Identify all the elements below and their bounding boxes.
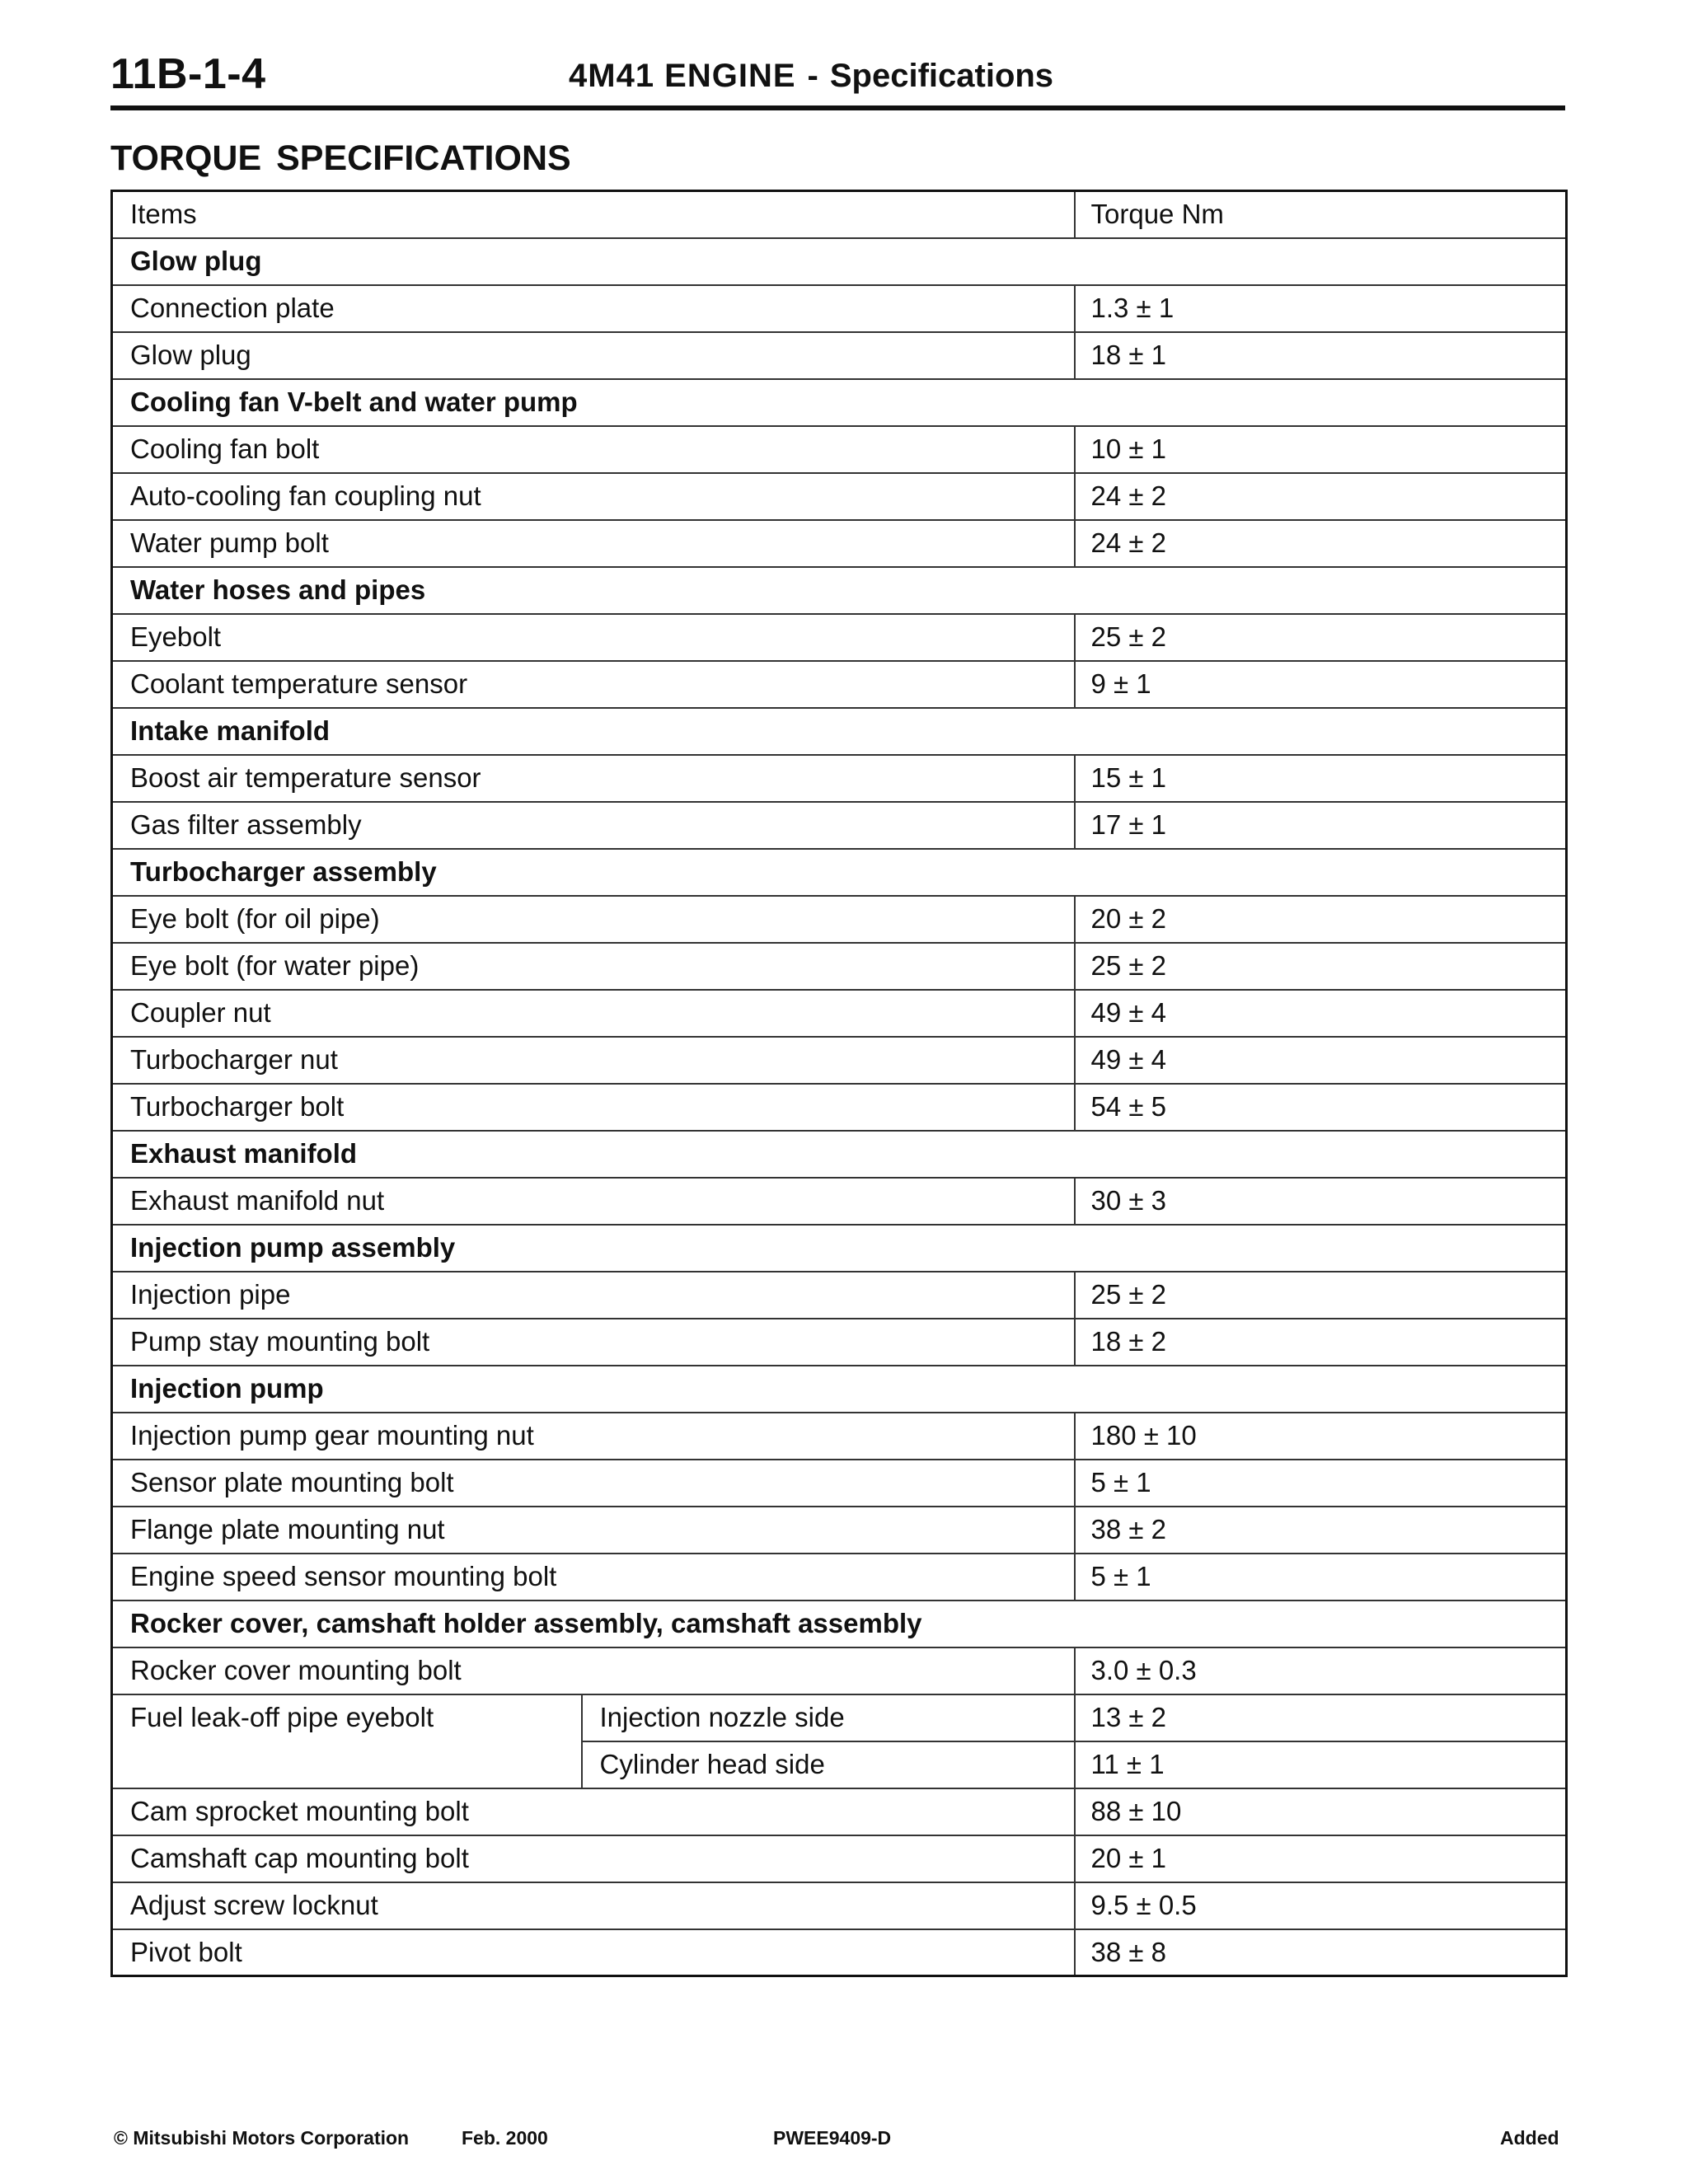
torque-table xyxy=(110,190,1568,1977)
table-row xyxy=(112,1037,1567,1084)
torque-value: 15 ± 1 xyxy=(1075,755,1567,802)
torque-value: 9.5 ± 0.5 xyxy=(1075,1882,1567,1929)
table-row xyxy=(112,426,1567,473)
item-label: Adjust screw locknut xyxy=(112,1882,1075,1929)
torque-value: 1.3 ± 1 xyxy=(1075,285,1567,332)
group-label: Injection pump assembly xyxy=(112,1225,1567,1272)
table-row xyxy=(112,1554,1567,1601)
header-section: Specifications xyxy=(829,58,1054,94)
group-row xyxy=(112,379,1567,426)
torque-value: 5 ± 1 xyxy=(1075,1554,1567,1601)
item-label: Coupler nut xyxy=(112,990,1075,1037)
item-label: Fuel leak-off pipe eyebolt xyxy=(112,1694,582,1788)
table-header-row xyxy=(112,191,1567,238)
group-row xyxy=(112,1601,1567,1647)
torque-value: 10 ± 1 xyxy=(1075,426,1567,473)
torque-value: 11 ± 1 xyxy=(1075,1741,1567,1788)
table-row xyxy=(112,1882,1567,1929)
torque-value: 25 ± 2 xyxy=(1075,614,1567,661)
group-row xyxy=(112,708,1567,755)
torque-value: 49 ± 4 xyxy=(1075,1037,1567,1084)
item-label: Engine speed sensor mounting bolt xyxy=(112,1554,1075,1601)
torque-value: 30 ± 3 xyxy=(1075,1178,1567,1225)
group-row xyxy=(112,1131,1567,1178)
footer-copyright: © Mitsubishi Motors Corporation xyxy=(114,2127,410,2149)
item-label: Glow plug xyxy=(112,332,1075,379)
item-label: Cam sprocket mounting bolt xyxy=(112,1788,1075,1835)
torque-value: 25 ± 2 xyxy=(1075,943,1567,990)
item-label: Eye bolt (for water pipe) xyxy=(112,943,1075,990)
item-label: Turbocharger nut xyxy=(112,1037,1075,1084)
table-row xyxy=(112,520,1567,567)
group-label: Glow plug xyxy=(112,238,1567,285)
header-title xyxy=(569,58,1053,95)
item-label: Camshaft cap mounting bolt xyxy=(112,1835,1075,1882)
group-row xyxy=(112,1366,1567,1413)
torque-value: 38 ± 8 xyxy=(1075,1929,1567,1976)
group-label: Turbocharger assembly xyxy=(112,849,1567,896)
table-row xyxy=(112,1178,1567,1225)
table-row xyxy=(112,1929,1567,1976)
item-label: Turbocharger bolt xyxy=(112,1084,1075,1131)
table-row xyxy=(112,1694,1567,1741)
item-label: Coolant temperature sensor xyxy=(112,661,1075,708)
item-label: Pivot bolt xyxy=(112,1929,1075,1976)
item-label: Rocker cover mounting bolt xyxy=(112,1647,1075,1694)
item-label: Eye bolt (for oil pipe) xyxy=(112,896,1075,943)
item-label: Eyebolt xyxy=(112,614,1075,661)
item-label: Sensor plate mounting bolt xyxy=(112,1460,1075,1507)
table-row xyxy=(112,614,1567,661)
table-row xyxy=(112,990,1567,1037)
item-label: Auto-cooling fan coupling nut xyxy=(112,473,1075,520)
item-label: Water pump bolt xyxy=(112,520,1075,567)
item-label: Gas filter assembly xyxy=(112,802,1075,849)
table-row xyxy=(112,1272,1567,1319)
table-row xyxy=(112,332,1567,379)
item-label: Connection plate xyxy=(112,285,1075,332)
torque-value: 17 ± 1 xyxy=(1075,802,1567,849)
table-row xyxy=(112,1084,1567,1131)
group-row xyxy=(112,238,1567,285)
sub-item-label: Injection nozzle side xyxy=(582,1694,1075,1741)
group-label: Water hoses and pipes xyxy=(112,567,1567,614)
header-separator: - xyxy=(807,58,818,94)
table-row xyxy=(112,943,1567,990)
table-row xyxy=(112,1788,1567,1835)
torque-value: 25 ± 2 xyxy=(1075,1272,1567,1319)
torque-value: 5 ± 1 xyxy=(1075,1460,1567,1507)
torque-value: 18 ± 1 xyxy=(1075,332,1567,379)
table-row xyxy=(112,473,1567,520)
torque-value: 88 ± 10 xyxy=(1075,1788,1567,1835)
group-label: Intake manifold xyxy=(112,708,1567,755)
page-number: 11B-1-4 xyxy=(110,50,266,98)
torque-value: 24 ± 2 xyxy=(1075,520,1567,567)
group-label: Cooling fan V-belt and water pump xyxy=(112,379,1567,426)
section-title: TORQUE SPECIFICATIONS xyxy=(110,138,571,178)
group-label: Injection pump xyxy=(112,1366,1567,1413)
table-row xyxy=(112,1647,1567,1694)
footer-code: PWEE9409-D xyxy=(773,2127,892,2149)
table-row xyxy=(112,285,1567,332)
torque-value: 20 ± 2 xyxy=(1075,896,1567,943)
group-label: Rocker cover, camshaft holder assembly, camshaft assembly xyxy=(112,1601,1567,1647)
torque-value: 18 ± 2 xyxy=(1075,1319,1567,1366)
table-row xyxy=(112,1413,1567,1460)
group-row xyxy=(112,849,1567,896)
torque-value: 24 ± 2 xyxy=(1075,473,1567,520)
item-label: Cooling fan bolt xyxy=(112,426,1075,473)
group-label: Exhaust manifold xyxy=(112,1131,1567,1178)
item-label: Pump stay mounting bolt xyxy=(112,1319,1075,1366)
torque-value: 20 ± 1 xyxy=(1075,1835,1567,1882)
torque-value: 49 ± 4 xyxy=(1075,990,1567,1037)
item-label: Boost air temperature sensor xyxy=(112,755,1075,802)
torque-value: 3.0 ± 0.3 xyxy=(1075,1647,1567,1694)
torque-value: 9 ± 1 xyxy=(1075,661,1567,708)
item-label: Flange plate mounting nut xyxy=(112,1507,1075,1554)
torque-value: 13 ± 2 xyxy=(1075,1694,1567,1741)
item-label: Exhaust manifold nut xyxy=(112,1178,1075,1225)
table-row xyxy=(112,661,1567,708)
sub-item-label: Cylinder head side xyxy=(582,1741,1075,1788)
item-label: Injection pipe xyxy=(112,1272,1075,1319)
group-row xyxy=(112,567,1567,614)
col-header-torque: Torque Nm xyxy=(1075,191,1567,238)
torque-value: 38 ± 2 xyxy=(1075,1507,1567,1554)
table-row xyxy=(112,1835,1567,1882)
item-label: Injection pump gear mounting nut xyxy=(112,1413,1075,1460)
table-row xyxy=(112,755,1567,802)
header-engine: 4M41 ENGINE xyxy=(569,58,796,94)
table-row xyxy=(112,1460,1567,1507)
footer-status: Added xyxy=(1500,2127,1559,2149)
table-row xyxy=(112,1507,1567,1554)
table-row xyxy=(112,1319,1567,1366)
group-row xyxy=(112,1225,1567,1272)
footer-date: Feb. 2000 xyxy=(462,2127,548,2149)
table-row xyxy=(112,802,1567,849)
table-row xyxy=(112,896,1567,943)
header-rule xyxy=(110,105,1565,110)
col-header-items: Items xyxy=(112,191,1075,238)
torque-value: 180 ± 10 xyxy=(1075,1413,1567,1460)
torque-value: 54 ± 5 xyxy=(1075,1084,1567,1131)
